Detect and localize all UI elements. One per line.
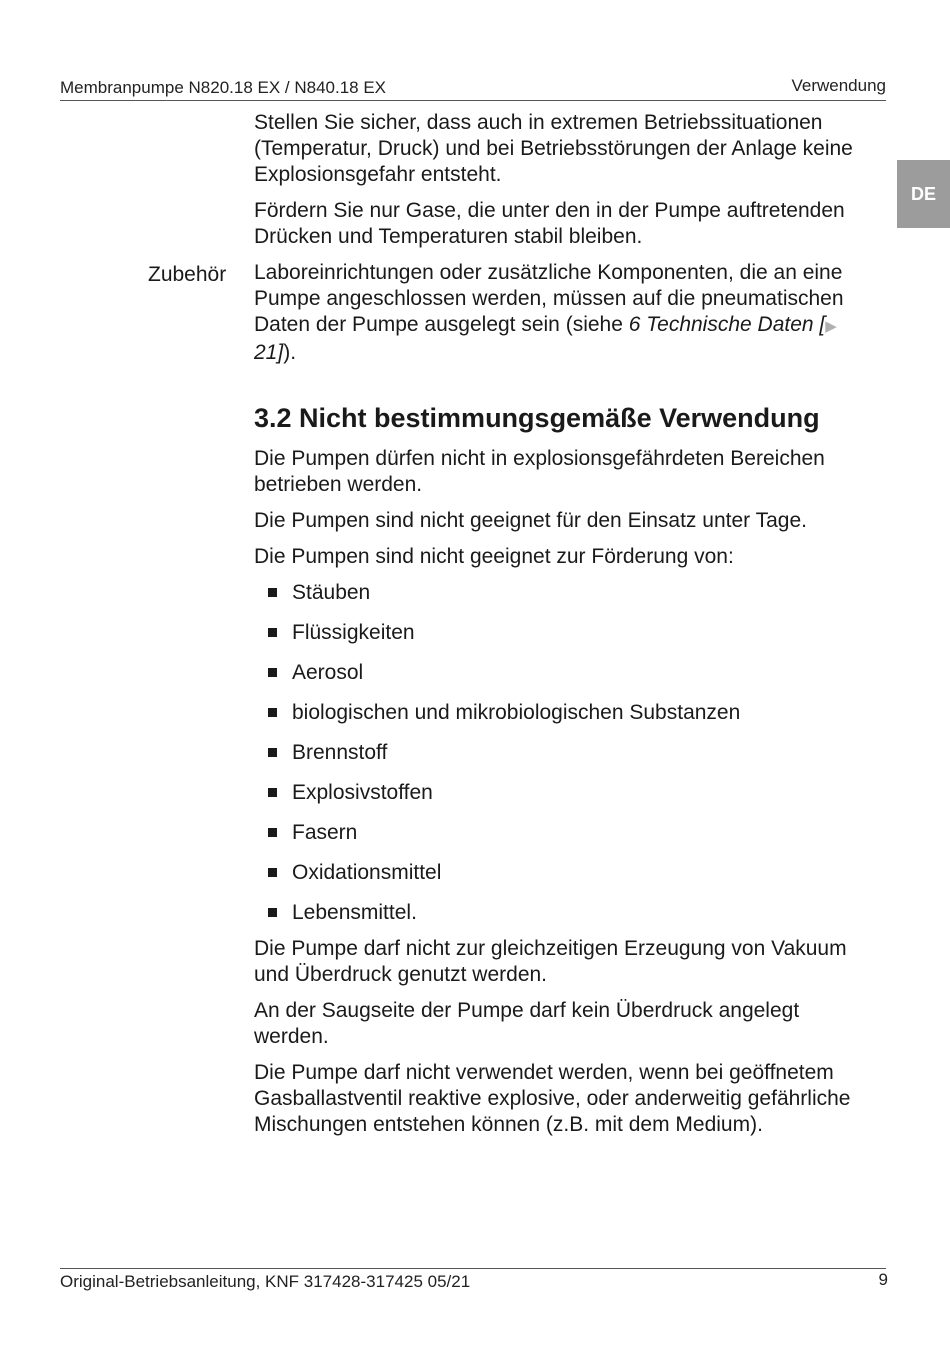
paragraph: Fördern Sie nur Gase, die unter den in der Pumpe auftretenden Drücken und Temperaturen stabil bleiben. <box>254 199 845 248</box>
list-item <box>254 660 872 700</box>
section-heading: 3.2 Nicht bestimmungsgemäße Verwendung <box>254 403 820 433</box>
list-item <box>254 860 872 900</box>
paragraph: Die Pumpen dürfen nicht in explosionsgefährdeten Bereichen betrieben werden. <box>254 447 825 496</box>
bullet-square-icon <box>268 708 277 717</box>
cross-reference-link[interactable]: 6 Technische Daten [ <box>628 313 826 336</box>
list-item-text: Brennstoff <box>292 741 388 764</box>
running-header-title: Membranpumpe N820.18 EX / N840.18 EX <box>60 78 387 97</box>
list-item <box>254 820 872 860</box>
list-item <box>254 900 872 930</box>
list-item-text: Lebensmittel. <box>292 901 417 924</box>
bullet-square-icon <box>268 748 277 757</box>
footer-document-id: Original-Betriebsanleitung, KNF 317428-317425 05/21 <box>60 1272 471 1291</box>
paragraph: Die Pumpen sind nicht geeignet zur Förderung von: <box>254 545 734 568</box>
list-item <box>254 780 872 820</box>
paragraph: Stellen Sie sicher, dass auch in extremen Betriebssituationen (Temperatur, Druck) und bei Betriebsstörungen der Anlage keine Explosionsgefahr entsteht. <box>254 111 853 186</box>
list-item <box>254 580 872 620</box>
footer-divider <box>60 1268 886 1269</box>
substance-list <box>254 580 872 930</box>
list-item-text: Flüssigkeiten <box>292 621 415 644</box>
bullet-square-icon <box>268 588 277 597</box>
list-item-text: Stäuben <box>292 581 371 604</box>
list-item-text: Aerosol <box>292 661 364 684</box>
bullet-square-icon <box>268 828 277 837</box>
bullet-square-icon <box>268 628 277 637</box>
list-item-text: Oxidationsmittel <box>292 861 442 884</box>
language-tab: DE <box>897 160 950 228</box>
accessories-text: Laboreinrichtungen oder zusätzliche Komponenten, die an eine Pumpe angeschlossen werden, müssen auf die pneumatischen Daten der Pumpe ausgelegt sein (siehe <box>254 261 844 336</box>
reference-arrow-icon: ▶ <box>825 318 837 335</box>
list-item <box>254 740 872 780</box>
cross-reference-page[interactable]: 21] <box>254 341 284 364</box>
list-item-text: Fasern <box>292 821 358 844</box>
page-number: 9 <box>878 1270 888 1289</box>
main-content <box>254 110 872 1148</box>
paragraph: Die Pumpen sind nicht geeignet für den Einsatz unter Tage. <box>254 509 807 532</box>
header-divider <box>60 100 886 101</box>
bullet-square-icon <box>268 668 277 677</box>
list-item-text: biologischen und mikrobiologischen Substanzen <box>292 701 741 724</box>
accessories-paragraph <box>254 260 872 366</box>
bullet-square-icon <box>268 908 277 917</box>
bullet-square-icon <box>268 788 277 797</box>
paragraph: Die Pumpe darf nicht verwendet werden, wenn bei geöffnetem Gasballastventil reaktive explosive, oder anderweitig gefährliche Mischungen entstehen können (z.B. mit dem Medium). <box>254 1061 851 1136</box>
list-item-text: Explosivstoffen <box>292 781 433 804</box>
bullet-square-icon <box>268 868 277 877</box>
running-header-chapter: Verwendung <box>791 76 886 95</box>
paragraph: An der Saugseite der Pumpe darf kein Überdruck angelegt werden. <box>254 999 800 1048</box>
paragraph: Die Pumpe darf nicht zur gleichzeitigen Erzeugung von Vakuum und Überdruck genutzt werden. <box>254 937 847 986</box>
accessories-label: Zubehör <box>148 263 227 286</box>
list-item <box>254 620 872 660</box>
list-item <box>254 700 872 740</box>
accessories-text-end: ). <box>283 341 297 364</box>
